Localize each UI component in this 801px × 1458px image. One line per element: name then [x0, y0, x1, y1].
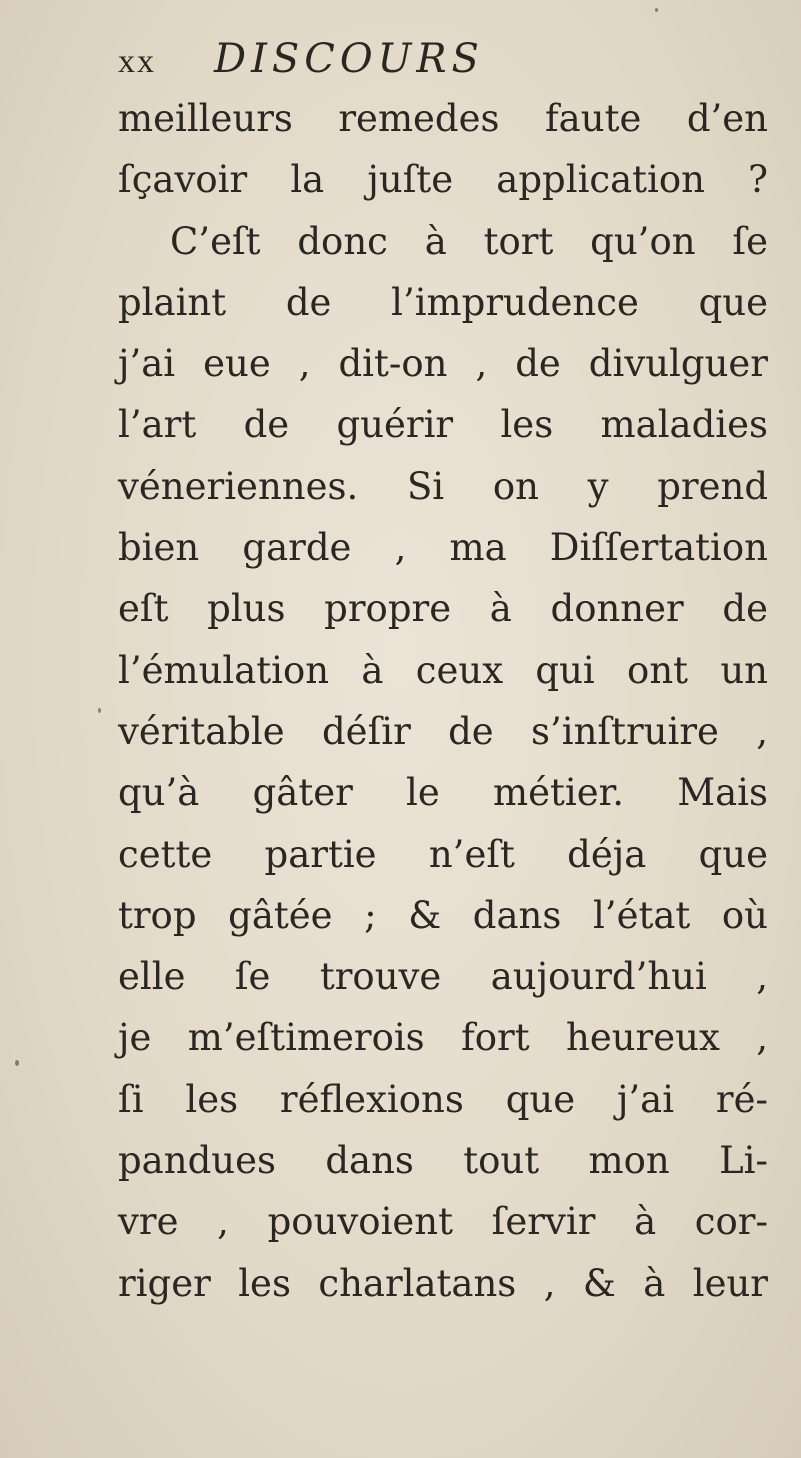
text-line: qu’à gâter le métier. Mais	[118, 771, 768, 815]
text-line: trop gâtée ; & dans l’état où	[118, 893, 768, 937]
ink-speck	[655, 8, 658, 12]
text-line: j’ai eue , dit-on , de divulguer	[118, 342, 768, 386]
page-number: xx	[118, 43, 156, 80]
text-line: l’art de guérir les maladies	[118, 403, 768, 447]
text-line: C’eſt donc à tort qu’on ſe	[170, 219, 768, 263]
text-line: véneriennes. Si on y prend	[118, 464, 768, 508]
text-line: l’émulation à ceux qui ont un	[118, 648, 768, 692]
running-head: DISCOURS	[214, 36, 484, 82]
text-line: je m’eſtimerois fort heureux ,	[118, 1016, 768, 1060]
text-line: bien garde , ma Diſſertation	[118, 526, 768, 570]
text-line: elle ſe trouve aujourd’hui ,	[118, 955, 768, 999]
text-line: vre , pouvoient ſervir à cor-	[118, 1200, 768, 1244]
ink-speck	[15, 1060, 19, 1066]
body-text	[118, 88, 768, 1314]
page-header	[118, 36, 718, 84]
text-line: pandues dans tout mon Li-	[118, 1139, 768, 1183]
ink-speck	[98, 708, 101, 713]
text-line: véritable déſir de s’inſtruire ,	[118, 709, 768, 753]
text-line: plaint de l’imprudence que	[118, 280, 768, 324]
text-line: meilleurs remedes faute d’en	[118, 97, 768, 140]
text-line: eſt plus propre à donner de	[118, 587, 768, 631]
text-line: cette partie n’eſt déja que	[118, 832, 768, 876]
text-line: riger les charlatans , & à leur	[118, 1261, 768, 1305]
text-line: ſçavoir la juſte application ?	[118, 158, 768, 202]
text-line: ſi les réflexions que j’ai ré-	[118, 1077, 768, 1121]
